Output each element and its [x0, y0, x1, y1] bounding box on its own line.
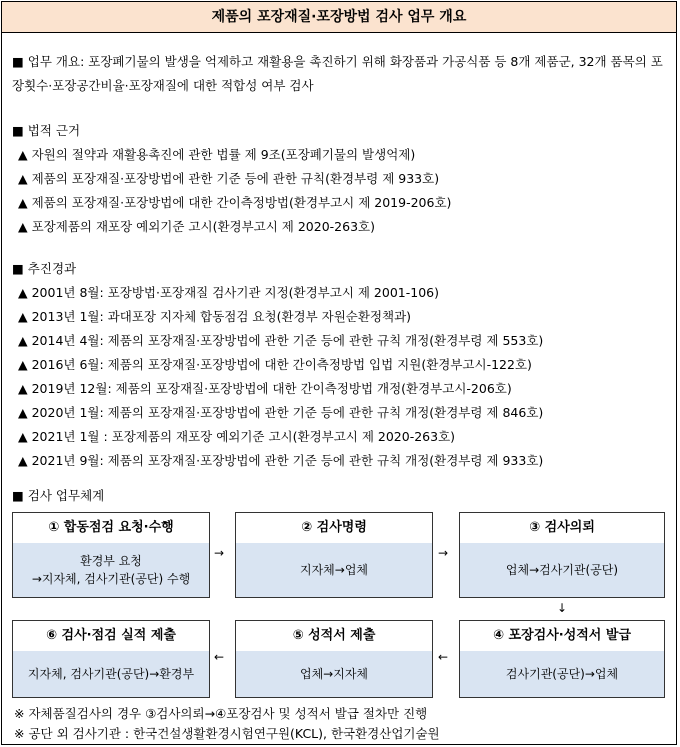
triangle-marker-icon: ▲	[18, 453, 28, 468]
workflow-heading: 검사 업무체계	[27, 488, 105, 503]
step-line: 검사기관(공단)→업체	[505, 667, 619, 681]
workflow-heading-row	[12, 488, 104, 504]
legal-item: ▲ 제품의 포장재질·포장방법에 대한 간이측정방법(환경부고시 제 2019-206호)	[18, 195, 452, 210]
triangle-marker-icon: ▲	[18, 195, 28, 210]
triangle-marker-icon: ▲	[18, 333, 28, 348]
arrow-down-icon: ↓	[557, 601, 568, 615]
history-item: ▲ 2013년 1월: 과대포장 지자체 합동점검 요청(환경부 자원순환정책과)	[18, 309, 412, 324]
triangle-marker-icon: ▲	[18, 357, 28, 372]
step-title: ④ 포장검사·성적서 발급	[460, 621, 664, 652]
step-line: 지자체, 검사기관(공단)→환경부	[27, 667, 195, 681]
history-item: ▲ 2019년 12월: 제품의 포장재질·포장방법에 대한 간이측정방법 개정(환경부고시-206호)	[18, 381, 512, 396]
workflow-step-1	[12, 512, 210, 598]
history-bullet: ■	[12, 261, 24, 276]
arrow-right-icon: →	[438, 546, 449, 560]
step-line: 지자체→업체	[299, 563, 368, 577]
step-title: ⑤ 성적서 제출	[236, 621, 432, 652]
step-line: 업체→지자체	[299, 667, 368, 681]
note-other-agencies: ※ 공단 외 검사기관 : 한국건설생활환경시험연구원(KCL), 한국환경산업기술원	[14, 726, 440, 741]
workflow-step-2	[235, 512, 433, 598]
triangle-marker-icon: ▲	[18, 285, 28, 300]
step-line: →지자체, 검사기관(공단) 수행	[31, 572, 191, 586]
step-body	[13, 543, 209, 597]
history-item: ▲ 2001년 8월: 포장방법·포장재질 검사기관 지정(환경부고시 제 2001-106)	[18, 285, 439, 300]
workflow-step-3	[459, 512, 665, 598]
workflow-step-4	[459, 620, 665, 698]
overview-section	[12, 50, 668, 98]
legal-heading-row	[12, 123, 80, 139]
step-body	[13, 651, 209, 697]
page-title: 제품의 포장재질·포장방법 검사 업무 개요	[2, 2, 676, 33]
history-item: ▲ 2020년 1월: 제품의 포장재질·포장방법에 관한 기준 등에 관한 규칙 개정(환경부령 제 846호)	[18, 405, 544, 420]
step-body	[236, 651, 432, 697]
history-item: ▲ 2016년 6월: 제품의 포장재질·포장방법에 대한 간이측정방법 입법 지원(환경부고시-122호)	[18, 357, 532, 372]
overview-text: 업무 개요: 포장폐기물의 발생을 억제하고 재활용을 촉진하기 위해 화장품과 가공식품 등 8개 제품군, 32개 품목의 포장횟수·포장공간비율·포장재질에 대한 적합성 여부 검사	[12, 54, 663, 93]
triangle-marker-icon: ▲	[18, 309, 28, 324]
triangle-marker-icon: ▲	[18, 429, 28, 444]
triangle-marker-icon: ▲	[18, 171, 28, 186]
legal-bullet: ■	[12, 123, 24, 138]
history-item: ▲ 2014년 4월: 제품의 포장재질·포장방법에 관한 기준 등에 관한 규칙 개정(환경부령 제 553호)	[18, 333, 544, 348]
step-title: ① 합동점검 요청·수행	[13, 513, 209, 544]
history-heading-row	[12, 261, 76, 277]
history-heading: 추진경과	[27, 261, 77, 276]
step-title: ⑥ 검사·점검 실적 제출	[13, 621, 209, 652]
step-body	[236, 543, 432, 597]
step-line: 업체→검사기관(공단)	[505, 563, 619, 577]
triangle-marker-icon: ▲	[18, 405, 28, 420]
step-line: 환경부 요청	[80, 554, 142, 568]
step-title: ② 검사명령	[236, 513, 432, 544]
step-body	[460, 651, 664, 697]
workflow-step-5	[235, 620, 433, 698]
step-title: ③ 검사의뢰	[460, 513, 664, 544]
legal-item: ▲ 제품의 포장재질·포장방법에 관한 기준 등에 관한 규칙(환경부령 제 933호)	[18, 171, 440, 186]
arrow-left-icon: ←	[214, 650, 225, 664]
overview-bullet: ■	[12, 54, 24, 69]
legal-item: ▲ 포장제품의 재포장 예외기준 고시(환경부고시 제 2020-263호)	[18, 219, 375, 234]
triangle-marker-icon: ▲	[18, 219, 28, 234]
history-item: ▲ 2021년 1월 : 포장제품의 재포장 예외기준 고시(환경부고시 제 2020-263호)	[18, 429, 456, 444]
legal-item: ▲ 자원의 절약과 재활용촉진에 관한 법률 제 9조(포장폐기물의 발생억제)	[18, 147, 416, 162]
legal-heading: 법적 근거	[27, 123, 81, 138]
note-self-inspection: ※ 자체품질검사의 경우 ③검사의뢰→④포장검사 및 성적서 발급 절차만 진행	[14, 706, 428, 721]
triangle-marker-icon: ▲	[18, 381, 28, 396]
step-body	[460, 543, 664, 597]
history-item: ▲ 2021년 9월: 제품의 포장재질·포장방법에 관한 기준 등에 관한 규칙 개정(환경부령 제 933호)	[18, 453, 544, 468]
workflow-step-6	[12, 620, 210, 698]
arrow-right-icon: →	[214, 546, 225, 560]
workflow-bullet: ■	[12, 488, 24, 503]
triangle-marker-icon: ▲	[18, 147, 28, 162]
arrow-left-icon: ←	[438, 650, 449, 664]
